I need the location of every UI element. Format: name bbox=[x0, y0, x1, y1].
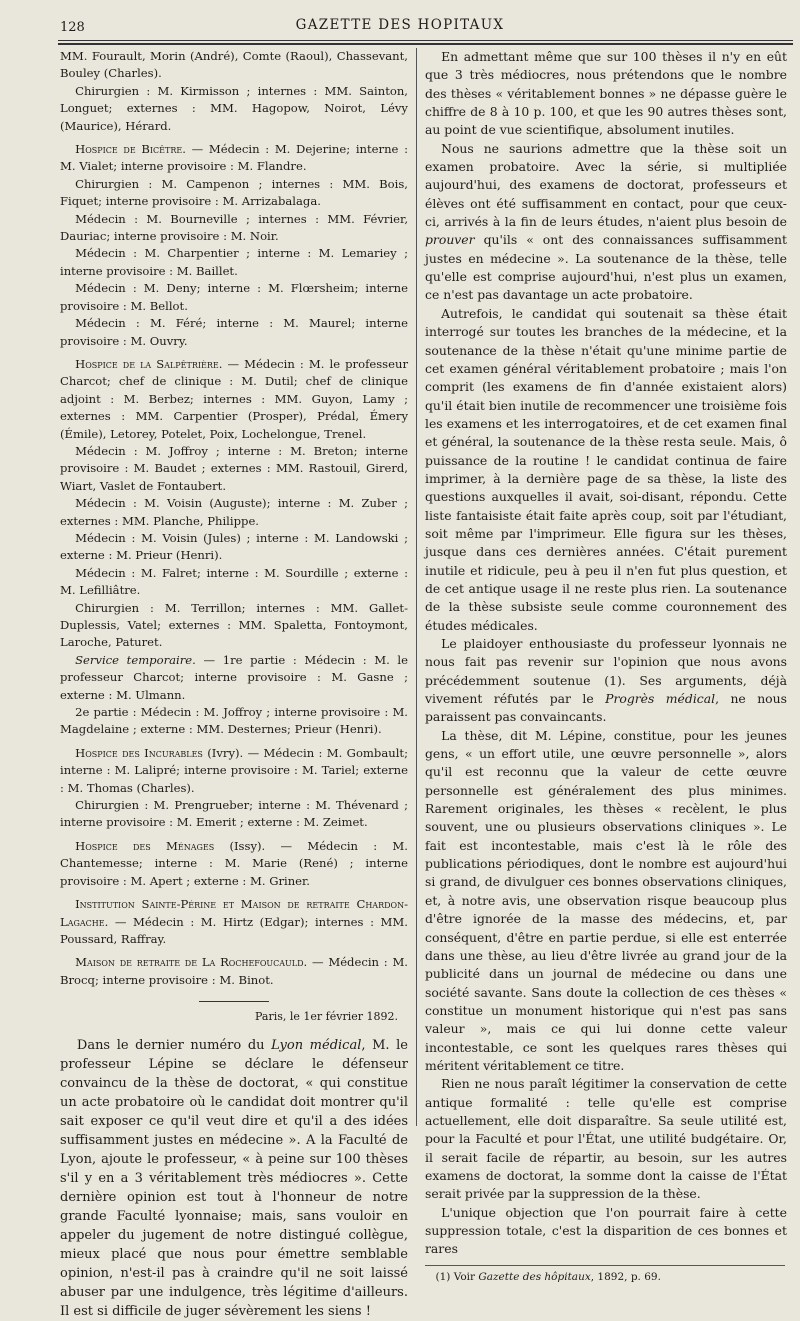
header-rule-double bbox=[58, 43, 793, 45]
paragraph bbox=[60, 315, 408, 350]
text-run: Chirurgien : M. Kirmisson ; internes : MM. Sainton, Longuet; externes : MM. Hagopow, Noirot, Lévy (Maurice), Hérard. bbox=[60, 83, 408, 133]
text-run: (Ivry). — Médecin : M. Gombault; interne : M. Lalipré; interne provisoire : M. Tariel; externe : M. Thomas (Charles). bbox=[60, 745, 408, 795]
text-run: , ne nous paraissent pas convaincants. bbox=[425, 691, 787, 725]
page-number: 128 bbox=[60, 20, 85, 35]
text-run: Chirurgien : M. Prengrueber; interne : M. Thévenard ; interne provisoire : M. Emerit ; externe : M. Zeimet. bbox=[60, 798, 408, 830]
right-column bbox=[425, 48, 787, 1284]
paragraph bbox=[425, 140, 787, 305]
text-run: Médecin : M. Voisin (Jules) ; interne : M. Landowski ; externe : M. Prieur (Henri). bbox=[60, 530, 408, 563]
section-heading: Hospice de la Salpêtrière. bbox=[75, 356, 223, 371]
italic-text: Lyon médical bbox=[271, 1037, 362, 1053]
text-run: 2e partie : Médecin : M. Joffroy ; interne provisoire : M. Magdelaine ; externe : MM. Desternes; Prieur (Henri). bbox=[60, 705, 408, 737]
section-entry bbox=[60, 356, 408, 443]
text-run: En admettant même que sur 100 thèses il n'y en eût que 3 très médiocres, nous prétendons que le nombre des thèses « véritablement bonnes » ne dépasse guère le chiffre de 8 à 10 p. 100, et que les 90 autres thèses sont, au point de vue scientifique, absolument inutiles. bbox=[425, 49, 787, 138]
article-continuation bbox=[425, 48, 787, 1259]
hospital-staff-list bbox=[60, 48, 408, 989]
text-run: La thèse, dit M. Lépine, constitue, pour les jeunes gens, « un effort utile, une œuvre personnelle », alors qu'il est reconnu que la valeur de cette œuvre personnelle est généralement des plus minimes. Rarement originales, les thèses « recèlent, le plus souvent, une ou plusieurs observations cliniques ». Le fait est incontestable, mais c'est là le rôle des publications périodiques, dont le nombre est aujourd'hui si grand, de divulguer ces bonnes observations cliniques, et, à notre avis, une observation risque beaucoup plus d'être ignorée de la masse des médecins, et, par conséquent, d'être en partie perdue, si elle est enterrée dans une thèse, au lieu d'être livrée au grand jour de la publicité dans un journal de médecine ou dans une société savante. Sans doute la collection de ces thèses « constitue un monument historique qui n'est pas sans valeur », mais ce qui lui donne cette valeur incontestable, ce sont les quelques rares thèses qui méritent véritablement ce titre. bbox=[425, 727, 787, 1073]
paragraph bbox=[425, 48, 787, 140]
text-run: qu'ils « ont des connaissances suffisamment justes en médecine ». La soutenance de la thèse, telle qu'elle est comprise aujourd'hui, n'est plus un examen, ce n'est pas davantage un acte probatoire. bbox=[425, 232, 787, 303]
section-heading: Hospice des Incurables bbox=[75, 745, 203, 760]
paragraph bbox=[425, 305, 787, 635]
article-opening bbox=[60, 1036, 408, 1321]
paragraph bbox=[60, 797, 408, 832]
section-entry bbox=[60, 141, 408, 176]
section-entry bbox=[60, 838, 408, 890]
paragraph bbox=[60, 652, 408, 704]
paragraph bbox=[60, 704, 408, 739]
text-run: Médecin : M. Falret; interne : M. Sourdille ; externe : M. Lefilliâtre. bbox=[60, 565, 408, 598]
text-run: Médecin : M. Joffroy ; interne : M. Breton; interne provisoire : M. Baudet ; externes : MM. Rastouil, Girerd, Wiart, Vaslet de Fontaubert. bbox=[60, 443, 408, 493]
header-rule bbox=[58, 40, 793, 41]
section-heading: Hospice de Bicêtre. bbox=[75, 142, 186, 157]
footnote: (1) Voir Gazette des hôpitaux, 1892, p. 69. bbox=[435, 1270, 661, 1283]
section-heading: Institution Sainte-Périne et Maison de retraite Chardon-Lagache. bbox=[60, 897, 408, 929]
text-run: Le plaidoyer enthousiaste du professeur lyonnais ne nous fait pas revenir sur l'opinion que nous avons précédemment soutenue (1). Ses arguments, déjà vivement réfutés par le bbox=[425, 636, 787, 707]
paragraph bbox=[425, 635, 787, 727]
text-run: Médecin : M. Charpentier ; interne : M. Lemariey ; interne provisoire : M. Baillet. bbox=[60, 246, 408, 278]
paragraph bbox=[60, 1036, 408, 1321]
dateline: Paris, le 1er février 1892. bbox=[255, 1010, 398, 1024]
paragraph bbox=[60, 245, 408, 280]
section-entry bbox=[60, 745, 408, 797]
section-entry bbox=[60, 896, 408, 948]
paragraph bbox=[60, 495, 408, 530]
paragraph bbox=[60, 83, 408, 135]
text-run: Médecin : M. Deny; interne : M. Flœrsheim; interne provisoire : M. Bellot. bbox=[60, 281, 408, 313]
text-run: — Médecin : M. le professeur Charcot; chef de clinique : M. Dutil; chef de clinique adjoint : M. Berbez; internes : MM. Guyon, Lamy ; externes : MM. Carpentier (Prosper), Prédal, Émery (Émile), Letorey, Potelet, Poix, Lochelongue, Trenel. bbox=[60, 356, 408, 441]
text-run: Chirurgien : M. Terrillon; internes : MM. Gallet-Duplessis, Vatel; externes : MM. Spaletta, Fontoymont, Laroche, Paturet. bbox=[60, 600, 408, 650]
italic-text: Service temporaire. bbox=[75, 652, 196, 667]
section-separator bbox=[199, 1001, 269, 1002]
paragraph bbox=[60, 48, 408, 83]
paragraph bbox=[60, 443, 408, 495]
paragraph bbox=[60, 530, 408, 565]
text-run: — Médecin : M. Dejerine; interne : M. Vialet; interne provisoire : M. Flandre. bbox=[60, 142, 408, 174]
text-run: Nous ne saurions admettre que la thèse soit un examen probatoire. Avec la série, si multipliée aujourd'hui, des examens de doctorat, professeurs et élèves ont été suffisamment en contact, pour que ceux-ci, arrivés à la fin de leurs études, n'aient plus besoin de bbox=[425, 140, 787, 230]
text-run: — 1re partie : Médecin : M. le professeur Charcot; interne provisoire : M. Gasne ; externe : M. Ulmann. bbox=[60, 652, 408, 702]
text-run: Autrefois, le candidat qui soutenait sa thèse était interrogé sur toutes les branches de la médecine, et la soutenance de la thèse n'était qu'une minime partie de cet examen général véritablement probatoire ; mais l'on comprit (les examens de fin d'année existaient alors) qu'il était bien inutile de recommencer une troisième fois les examens et les interrogatoires, et de cet examen final et général, la soutenance de la thèse resta seule. Mais, ô puissance de la routine ! le candidat continua de faire imprimer, à la dernière page de sa thèse, la liste des questions auxquelles il avait, soi-disant, répondu. Cette liste fantaisiste était faite après coup, soit par l'étudiant, soit même par l'imprimeur. Elle figura sur les thèses, jusque dans ces dernières années. C'était purement inutile et ridicule, peu à peu il n'en fut plus question, et de cet antique usage il ne reste plus rien. La soutenance de la thèse subsiste seule comme couronnement des études médicales. bbox=[425, 305, 787, 633]
text-run: (Issy). — Médecin : M. Chantemesse; interne : M. Marie (René) ; interne provisoire : M. Apert ; externe : M. Griner. bbox=[60, 838, 408, 888]
left-column bbox=[60, 48, 408, 1321]
text-run: Médecin : M. Féré; interne : M. Maurel; interne provisoire : M. Ouvry. bbox=[60, 316, 408, 348]
paragraph bbox=[60, 280, 408, 315]
text-run: MM. Fourault, Morin (André), Comte (Raoul), Chassevant, Bouley (Charles). bbox=[60, 49, 408, 81]
text-run: Dans le dernier numéro du bbox=[76, 1037, 272, 1053]
paragraph bbox=[425, 727, 787, 1076]
paragraph bbox=[60, 211, 408, 246]
text-run: Médecin : M. Voisin (Auguste); interne : M. Zuber ; externes : MM. Planche, Philippe. bbox=[60, 496, 408, 528]
column-divider bbox=[416, 48, 417, 1126]
paragraph bbox=[60, 600, 408, 652]
footnote-rule bbox=[425, 1265, 785, 1266]
paragraph bbox=[60, 176, 408, 211]
section-entry bbox=[60, 954, 408, 989]
paragraph bbox=[425, 1204, 787, 1259]
paragraph bbox=[425, 1075, 787, 1203]
text-run: Médecin : M. Bourneville ; internes : MM. Février, Dauriac; interne provisoire : M. Noir. bbox=[60, 211, 408, 244]
text-run: Rien ne nous paraît légitimer la conservation de cette antique formalité : telle qu'elle est comprise actuellement, elle doit disparaître. Sa seule utilité est, pour la Faculté et pour l'État, une utilité budgétaire. Or, il serait facile de répartir, au besoin, sur les autres examens de doctorat, la somme dont la caisse de l'État serait privée par la suppression de la thèse. bbox=[425, 1076, 787, 1202]
text-run: Chirurgien : M. Campenon ; internes : MM. Bois, Fiquet; interne provisoire : M. Arrizabalaga. bbox=[60, 176, 408, 209]
italic-text: Progrès médical bbox=[605, 691, 716, 707]
text-run: — Médecin : M. Brocq; interne provisoire : M. Binot. bbox=[60, 955, 408, 987]
text-run: — Médecin : M. Hirtz (Edgar); internes : MM. Poussard, Raffray. bbox=[60, 914, 408, 946]
section-heading: Maison de retraite de La Rochefoucauld. bbox=[75, 955, 308, 970]
text-run: L'unique objection que l'on pourrait faire à cette suppression totale, c'est la disparition de ces bonnes et rares bbox=[425, 1204, 787, 1257]
text-run: , M. le professeur Lépine se déclare le défenseur convaincu de la thèse de doctorat, « qui constitue un acte probatoire où le candidat doit montrer qu'il sait exposer ce qu'il veut dire et qu'il a des idées suffisamment justes en médecine ». A la Faculté de Lyon, ajoute le professeur, « à peine sur 100 thèses s'il y en a 3 véritablement très médiocres ». Cette dernière opinion est tout à l'honneur de notre grande Faculté lyonnaise; mais, sans vouloir en appeler du jugement de notre distingué collègue, mieux placé que nous pour émettre semblable opinion, n'est-il pas à craindre qu'il ne soit laissé abuser par une indulgence, très légitime d'ailleurs. Il est si difficile de juger sévèrement les siens ! bbox=[60, 1037, 408, 1319]
italic-text: prouver bbox=[425, 232, 475, 248]
paragraph bbox=[60, 565, 408, 600]
section-heading: Hospice des Ménages bbox=[75, 838, 215, 853]
running-title: GAZETTE DES HOPITAUX bbox=[295, 17, 505, 33]
